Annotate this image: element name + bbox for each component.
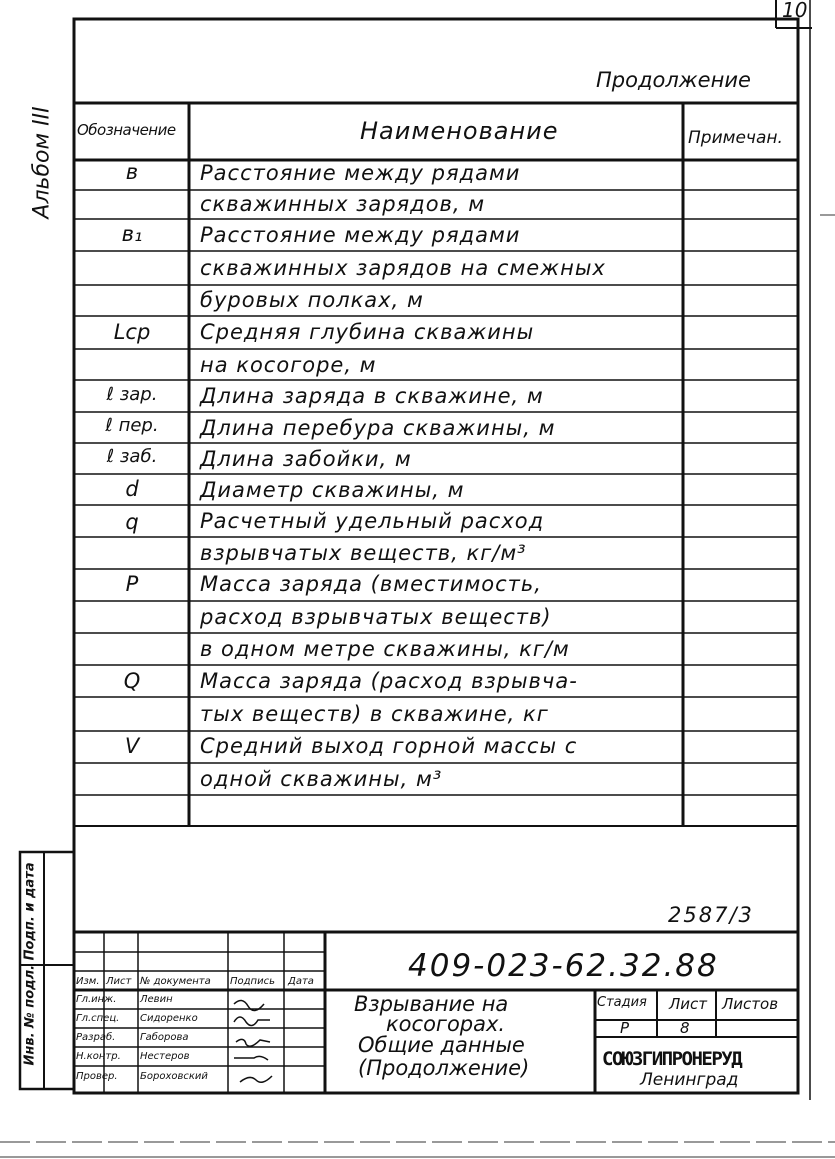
role-label: Н.контр. [76,1051,121,1062]
row-symbol: ℓ пер. [105,415,159,436]
document-code: 409-023-62.32.88 [408,948,719,984]
row-symbol: d [125,477,139,501]
role-label: Гл.инж. [76,994,117,1005]
row-line: Диаметр скважины, м [200,478,465,502]
continuation-label: Продолжение [596,68,751,92]
stage-value: Р [620,1019,630,1037]
row-line: Средний выход горной массы с [200,734,578,758]
row-symbol: Lср [113,320,151,344]
header-name: Наименование [360,117,559,145]
row-line: Длина забойки, м [200,447,412,471]
row-line: Масса заряда (расход взрывча- [200,669,578,693]
row-line: Средняя глубина скважины [200,320,535,344]
role-label: Провер. [76,1071,118,1082]
row-line: Расстояние между рядами [200,161,521,185]
row-line: на косогоре, м [200,353,377,377]
row-symbol: q [125,510,139,534]
row-line: скважинных зарядов, м [200,192,486,216]
sheets-label: Листов [722,995,779,1013]
role-person: Левин [140,994,173,1005]
role-person: Бороховский [140,1071,208,1082]
sheet-corner-number: 10 [782,0,808,22]
row-symbol: ℓ зар. [106,384,158,405]
row-line: взрывчатых веществ, кг/м³ [200,541,527,565]
row-line: буровых полках, м [200,288,424,312]
row-line: Расстояние между рядами [200,223,521,247]
row-symbol: в [125,160,139,184]
row-line: тых веществ) в скважине, кг [200,702,549,726]
sheet-label: Лист [669,995,708,1013]
organization-name: СОЮЗГИПРОНЕРУД [602,1048,742,1070]
role-person: Габорова [140,1032,189,1043]
sheet-value: 8 [680,1019,690,1037]
title-line: косогорах. [386,1012,506,1036]
title-line: (Продолжение) [358,1056,530,1080]
organization-city: Ленинград [640,1070,739,1090]
row-line: одной скважины, м³ [200,767,443,791]
title-line: Общие данные [358,1033,525,1057]
row-symbol: P [125,572,139,596]
row-line: скважинных зарядов на смежных [200,256,606,280]
title-line: Взрывание на [354,992,509,1016]
stamp-header-cell: Лист [106,976,132,987]
side-strip-label: Инв. № подл. Подп. и дата [22,862,38,1066]
role-label: Гл.спец. [76,1013,120,1024]
role-label: Разраб. [76,1032,116,1043]
row-line: расход взрывчатых веществ) [200,605,552,629]
row-line: Длина заряда в скважине, м [200,384,544,408]
header-designation: Обозначение [77,121,176,139]
row-symbol: Q [123,669,141,693]
row-line: Масса заряда (вместимость, [200,572,542,596]
row-symbol: в₁ [121,222,143,246]
stage-label: Стадия [597,995,647,1010]
row-symbol: V [124,734,140,758]
row-line: Длина перебура скважины, м [200,416,556,440]
role-person: Сидоренко [140,1013,198,1024]
stamp-header-cell: Подпись [230,976,275,987]
role-person: Нестеров [140,1051,190,1062]
stamp-header-cell: № документа [140,976,211,987]
signature-marks [230,992,284,1092]
row-line: Расчетный удельный расход [200,509,545,533]
row-line: в одном метре скважины, кг/м [200,637,570,661]
album-label: Альбом III [29,106,55,219]
row-symbol: ℓ заб. [106,446,158,467]
stamp-header-cell: Дата [288,976,314,987]
stamp-header-cell: Изм. [76,976,100,987]
header-note: Примечан. [688,128,783,148]
inventory-number: 2587/3 [668,903,754,927]
